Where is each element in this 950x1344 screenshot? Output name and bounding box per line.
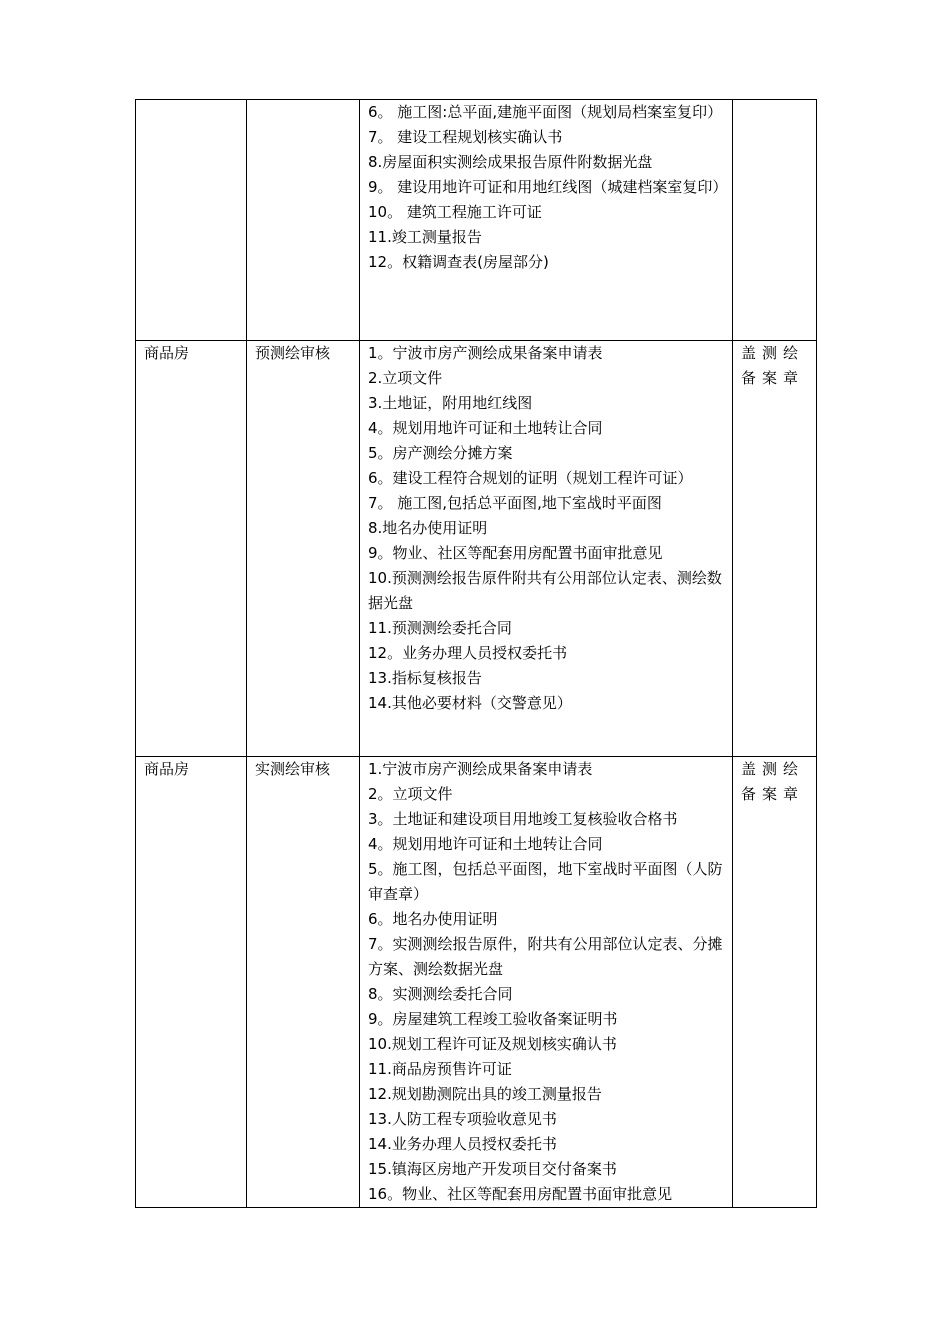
review-stage-cell: 预测绘审核 xyxy=(247,341,360,757)
list-item: 8.房屋面积实测绘成果报告原件附数据光盘 xyxy=(368,153,653,171)
stamp-cell xyxy=(733,100,817,341)
materials-list-cell xyxy=(360,100,733,341)
list-item: 10。 建筑工程施工许可证 xyxy=(368,203,542,221)
list-item: 2。立项文件 xyxy=(368,785,453,803)
table-row xyxy=(136,341,817,757)
table-row xyxy=(136,100,817,341)
list-item: 2.立项文件 xyxy=(368,369,443,387)
review-stage-cell xyxy=(247,100,360,341)
list-item: 8.地名办使用证明 xyxy=(368,519,488,537)
list-item: 1。宁波市房产测绘成果备案申请表 xyxy=(368,344,603,362)
list-item: 12。权籍调查表(房屋部分) xyxy=(368,253,549,271)
list-item: 3.土地证，附用地红线图 xyxy=(368,394,533,412)
materials-list-cell xyxy=(360,757,733,1208)
list-item: 7。 建设工程规划核实确认书 xyxy=(368,128,563,146)
list-item: 7。 施工图,包括总平面图,地下室战时平面图 xyxy=(368,494,662,512)
property-type-cell: 商品房 xyxy=(136,341,247,757)
list-item: 13.人防工程专项验收意见书 xyxy=(368,1110,557,1128)
stamp-cell: 盖测绘备案章 xyxy=(733,757,817,1208)
requirements-table xyxy=(135,99,817,1208)
table-row xyxy=(136,757,817,1208)
list-item: 10.规划工程许可证及规划核实确认书 xyxy=(368,1035,617,1053)
list-item: 12.规划勘测院出具的竣工测量报告 xyxy=(368,1085,602,1103)
list-item: 10.预测测绘报告原件附共有公用部位认定表、测绘数据光盘 xyxy=(368,569,722,612)
property-type-cell: 商品房 xyxy=(136,757,247,1208)
list-item: 4。规划用地许可证和土地转让合同 xyxy=(368,419,603,437)
materials-list-cell xyxy=(360,341,733,757)
list-item: 5。施工图，包括总平面图，地下室战时平面图（人防审查章） xyxy=(368,860,723,903)
list-item: 11.竣工测量报告 xyxy=(368,228,482,246)
list-item: 11.商品房预售许可证 xyxy=(368,1060,512,1078)
list-item: 15.镇海区房地产开发项目交付备案书 xyxy=(368,1160,617,1178)
list-item: 12。业务办理人员授权委托书 xyxy=(368,644,568,662)
review-stage-cell: 实测绘审核 xyxy=(247,757,360,1208)
list-item: 1.宁波市房产测绘成果备案申请表 xyxy=(368,760,593,778)
list-item: 4。规划用地许可证和土地转让合同 xyxy=(368,835,603,853)
list-item: 9。房屋建筑工程竣工验收备案证明书 xyxy=(368,1010,618,1028)
list-item: 5。房产测绘分摊方案 xyxy=(368,444,513,462)
list-item: 9。 建设用地许可证和用地红线图（城建档案室复印） xyxy=(368,178,728,196)
stamp-cell: 盖测绘备案章 xyxy=(733,341,817,757)
list-item: 14.业务办理人员授权委托书 xyxy=(368,1135,557,1153)
property-type-cell xyxy=(136,100,247,341)
list-item: 6。建设工程符合规划的证明（规划工程许可证） xyxy=(368,469,693,487)
list-item: 13.指标复核报告 xyxy=(368,669,482,687)
list-item: 8。实测测绘委托合同 xyxy=(368,985,513,1003)
list-item: 6。 施工图:总平面,建施平面图（规划局档案室复印） xyxy=(368,103,723,121)
list-item: 14.其他必要材料（交警意见） xyxy=(368,694,572,712)
list-item: 7。实测测绘报告原件，附共有公用部位认定表、分摊方案、测绘数据光盘 xyxy=(368,935,723,978)
list-item: 11.预测测绘委托合同 xyxy=(368,619,512,637)
list-item: 6。地名办使用证明 xyxy=(368,910,498,928)
list-item: 9。物业、社区等配套用房配置书面审批意见 xyxy=(368,544,663,562)
list-item: 3。土地证和建设项目用地竣工复核验收合格书 xyxy=(368,810,678,828)
list-item: 16。物业、社区等配套用房配置书面审批意见 xyxy=(368,1185,673,1203)
